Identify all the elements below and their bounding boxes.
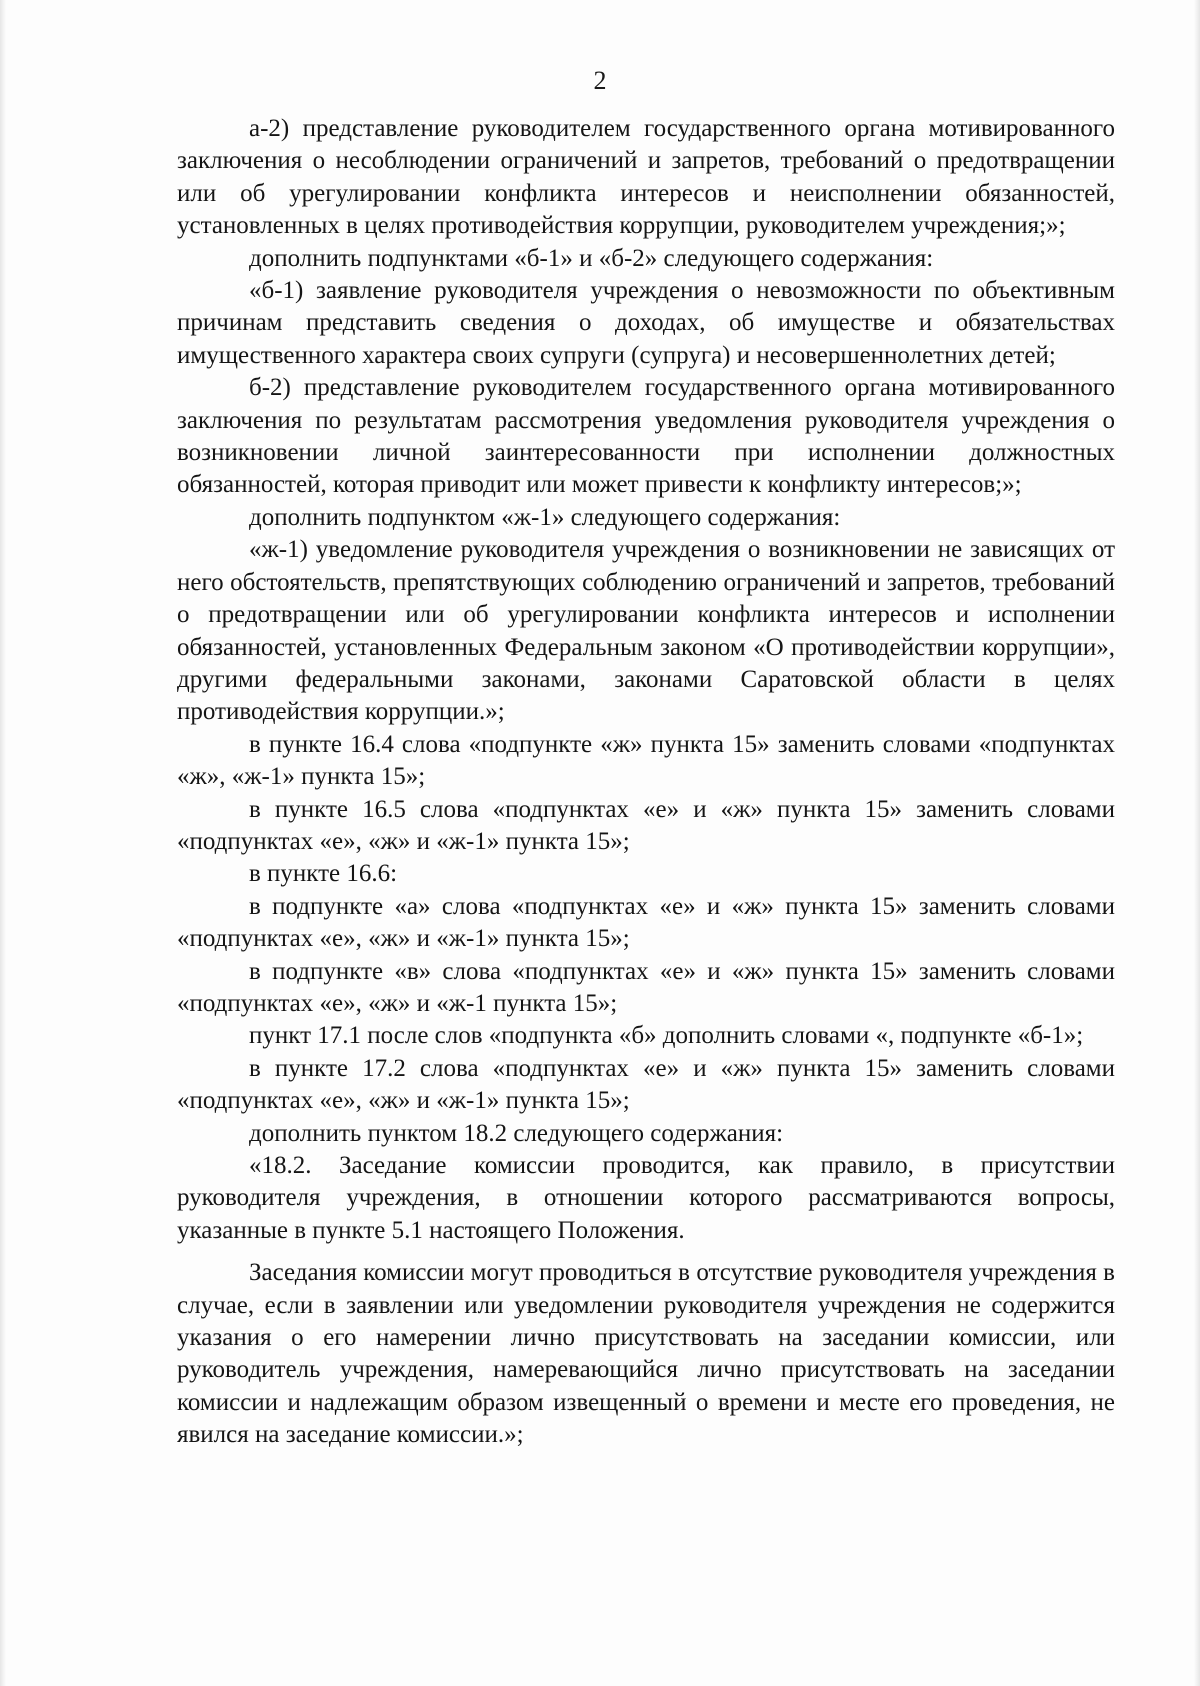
paragraph-16-5: в пункте 16.5 слова «подпунктах «е» и «ж» пункта 15» заменить словами «подпунктах «е», «ж» и «ж-1» пункта 15»; (177, 795, 1115, 855)
paragraph-add-b1-b2: дополнить подпунктами «б-1» и «б-2» следующего содержания: (249, 244, 934, 272)
paragraph-add-18-2: дополнить пунктом 18.2 следующего содержания: (249, 1119, 784, 1147)
scan-edge-left (0, 0, 6, 1686)
paragraph-16-6-a: в подпункте «а» слова «подпунктах «е» и «ж» пункта 15» заменить словами «подпунктах «е», «ж» и «ж-1» пункта 15»; (177, 892, 1115, 953)
paragraph-zh1: «ж-1) уведомление руководителя учреждения о возникновении не зависящих от него обстоятельств, препятствующих соблюдению ограничений и запретов, требований о предотвращении или об урегулировании конфликта интересов и исполнении обязанностей, установленных Федеральным законом «О противодействии коррупции», другими федеральными законами, законами Саратовской области в целях противодействия коррупции.»; (177, 536, 1115, 726)
paragraph-a2: а-2) представление руководителем государственного органа мотивированного заключения о несоблюдении ограничений и запретов, требований о предотвращении или об урегулировании конфликта интересов и неисполнении обязанностей, установленных в целях противодействия коррупции, руководителем учреждения;»; (177, 115, 1115, 240)
paragraph-b1: «б-1) заявление руководителя учреждения о невозможности по объективным причинам представить сведения о доходах, об имуществе и обязательствах имущественного характера своих супруги (супруга) и несовершеннолетних детей; (177, 277, 1115, 369)
paragraph-18-2-continued: Заседания комиссии могут проводиться в отсутствие руководителя учреждения в случае, если в заявлении или уведомлении руководителя учреждения не содержится указания о его намерении лично присутствовать на заседании комиссии, или руководитель учреждения, намеревающийся лично присутствовать на заседании комиссии и надлежащим образом извещенный о времени и месте его проведения, не явился на заседание комиссии.»; (177, 1259, 1115, 1449)
paragraph-17-1: пункт 17.1 после слов «подпункта «б» дополнить словами «, подпункте «б-1»; (249, 1022, 1084, 1050)
paragraph-16-6: в пункте 16.6: (249, 860, 398, 888)
paragraph-b2: б-2) представление руководителем государственного органа мотивированного заключения по результатам рассмотрения уведомления руководителя учреждения о возникновении личной заинтересованности при исполнении должностных обязанностей, которая приводит или может привести к конфликту интересов;»; (177, 374, 1115, 499)
paragraph-16-4: в пункте 16.4 слова «подпункте «ж» пункта 15» заменить словами «подпунктах «ж», «ж-1» пункта 15»; (177, 730, 1115, 791)
document-body (177, 113, 1115, 1452)
paragraph-18-2: «18.2. Заседание комиссии проводится, как правило, в присутствии руководителя учреждения, в отношении которого рассматриваются вопросы, указанные в пункте 5.1 настоящего Положения. (177, 1152, 1115, 1244)
scan-edge-right (1194, 0, 1200, 1686)
paragraph-17-2: в пункте 17.2 слова «подпунктах «е» и «ж» пункта 15» заменить словами «подпунктах «е», «ж» и «ж-1» пункта 15»; (177, 1054, 1115, 1115)
page-number: 2 (593, 66, 607, 95)
paragraph-add-zh1: дополнить подпунктом «ж-1» следующего содержания: (249, 503, 841, 531)
paragraph-16-6-v: в подпункте «в» слова «подпунктах «е» и «ж» пункта 15» заменить словами «подпунктах «е», «ж» и «ж-1 пункта 15»; (177, 957, 1115, 1017)
